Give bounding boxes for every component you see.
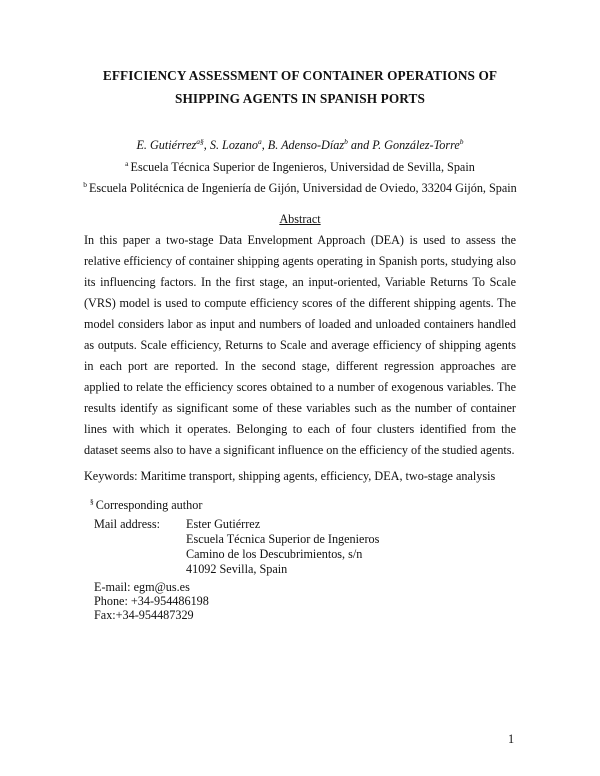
author-name: S. Lozano: [209, 138, 258, 152]
author-conjunction: and: [347, 138, 373, 152]
corresponding-author-label: Corresponding author: [95, 498, 203, 512]
paper-title: [60, 64, 540, 110]
author-affiliation-mark: b: [344, 137, 348, 146]
mail-address-line: Ester Gutiérrez: [186, 517, 261, 531]
footnote-mark: §: [90, 497, 94, 506]
author-affiliation-mark: b: [459, 137, 464, 146]
abstract-body: In this paper a two-stage Data Envelopment Approach (DEA) is used to assess the relative efficiency of container shipping agents operating in Spanish ports, studying also its influencing factors. In the first stage, an input-oriented, Variable Returns To Scale (VRS) model is used to compute efficiency scores of the different shipping agents. The model considers labor as input and numbers of loaded and unloaded containers handled as outputs. Scale efficiency, Returns to Scale and average efficiency of shipping agents in each port are reported. In the second stage, different regression approaches are applied to relate the efficiency scores obtained to a number of exogenous variables. The results identify as significant some of these variables such as the number of container lines with which it operates. Belonging to each of four clusters identified from the dataset seems also to have a significant influence on the efficiency of the studied agents.: [84, 233, 516, 457]
author-affiliation-mark: a§: [196, 137, 204, 146]
mail-address: [186, 517, 379, 577]
fax-line: Fax:+34-954487329: [94, 608, 194, 622]
author-list: [40, 137, 560, 153]
phone-line: Phone: +34-954486198: [94, 594, 209, 608]
author-name: E. Gutiérrez: [136, 138, 197, 152]
page-number: 1: [508, 732, 515, 746]
affiliation-mark: a: [125, 159, 129, 168]
affiliation-text: Escuela Politécnica de Ingeniería de Gijón, Universidad de Oviedo, 33204 Gijón, Spain: [88, 181, 517, 195]
author-name: P. González-Torre: [372, 138, 460, 152]
mail-address-line: Camino de los Descubrimientos, s/n: [186, 547, 363, 561]
affiliation-text: Escuela Técnica Superior de Ingenieros, Universidad de Sevilla, Spain: [130, 160, 475, 174]
mail-address-line: 41092 Sevilla, Spain: [186, 562, 288, 576]
mail-address-label: Mail address:: [94, 517, 161, 531]
affiliation-mark: b: [83, 180, 87, 189]
affiliation-a: [40, 159, 560, 175]
keywords: Keywords: Maritime transport, shipping agents, efficiency, DEA, two-stage analysis: [84, 469, 496, 483]
author-affiliation-mark: a: [257, 137, 262, 146]
abstract-heading-text: Abstract: [279, 212, 321, 226]
author-name: B. Adenso-Díaz: [267, 138, 345, 152]
author-separator: ,: [261, 138, 268, 152]
author-separator: ,: [203, 138, 210, 152]
affiliation-b: [40, 180, 560, 196]
contact-details: [94, 580, 209, 622]
title-line-2: SHIPPING AGENTS IN SPANISH PORTS: [174, 91, 425, 106]
corresponding-author-note: [84, 497, 202, 513]
mail-address-line: Escuela Técnica Superior de Ingenieros: [186, 532, 380, 546]
title-line-1: EFFICIENCY ASSESSMENT OF CONTAINER OPERATIONS OF: [102, 68, 498, 83]
email-line: E-mail: egm@us.es: [94, 580, 190, 594]
abstract-heading: [0, 211, 600, 227]
